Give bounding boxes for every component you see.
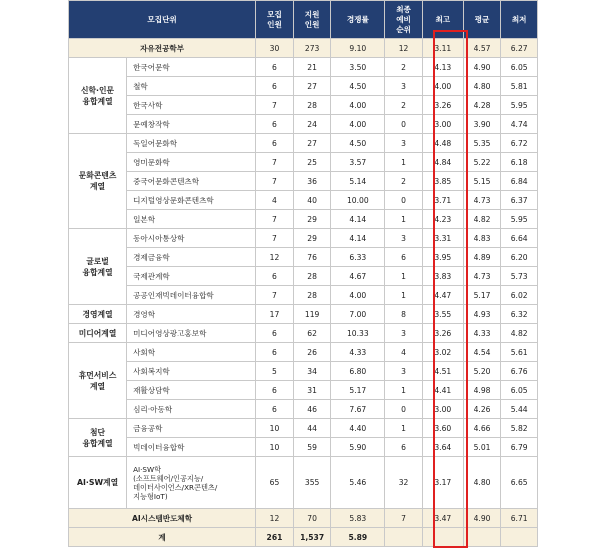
- cell-max: 3.02: [422, 343, 463, 362]
- cell-quota: 30: [256, 39, 294, 58]
- table-row: [69, 58, 538, 77]
- cell-max: 4.00: [422, 77, 463, 96]
- dept-name: 중국어문화콘텐츠학: [127, 172, 256, 191]
- cell-applicants: 59: [293, 438, 331, 457]
- group-label: 휴먼서비스 계열: [69, 343, 127, 419]
- cell-avg: 3.90: [463, 115, 501, 134]
- table-row: [69, 305, 538, 324]
- cell-avg: 4.26: [463, 400, 501, 419]
- cell-reserve: 7: [385, 509, 423, 528]
- cell-applicants: 24: [293, 115, 331, 134]
- cell-avg: 5.01: [463, 438, 501, 457]
- cell-quota: 4: [256, 191, 294, 210]
- cell-ratio: 10.33: [331, 324, 385, 343]
- cell-reserve: 8: [385, 305, 423, 324]
- cell-quota: 17: [256, 305, 294, 324]
- cell-quota: 7: [256, 96, 294, 115]
- cell-applicants: 21: [293, 58, 331, 77]
- cell-avg: 4.73: [463, 191, 501, 210]
- cell-applicants: 273: [293, 39, 331, 58]
- cell-applicants: 44: [293, 419, 331, 438]
- table-row: [69, 267, 538, 286]
- table-row: [69, 210, 538, 229]
- cell-quota: 6: [256, 134, 294, 153]
- cell-quota: 6: [256, 58, 294, 77]
- cell-quota: 6: [256, 381, 294, 400]
- cell-reserve: 1: [385, 210, 423, 229]
- cell-min: 6.32: [501, 305, 538, 324]
- cell-max: 4.48: [422, 134, 463, 153]
- cell-min: 5.95: [501, 210, 538, 229]
- cell-applicants: 29: [293, 210, 331, 229]
- cell-ratio: 4.67: [331, 267, 385, 286]
- dept-name: 문예창작학: [127, 115, 256, 134]
- admission-results-table-wrapper: [68, 0, 538, 547]
- cell-applicants: 34: [293, 362, 331, 381]
- cell-avg: 5.20: [463, 362, 501, 381]
- dept-name: AI시스템반도체학: [69, 509, 256, 528]
- cell-min: 6.20: [501, 248, 538, 267]
- cell-reserve: 0: [385, 115, 423, 134]
- cell-min: 6.18: [501, 153, 538, 172]
- cell-reserve: 3: [385, 324, 423, 343]
- cell-max: 3.55: [422, 305, 463, 324]
- cell-max: 4.51: [422, 362, 463, 381]
- cell-quota: 7: [256, 210, 294, 229]
- table-row: [69, 419, 538, 438]
- cell-reserve: 6: [385, 438, 423, 457]
- cell-applicants: 36: [293, 172, 331, 191]
- table-row: [69, 96, 538, 115]
- cell-reserve: 2: [385, 96, 423, 115]
- cell-min: 6.84: [501, 172, 538, 191]
- cell-avg: 4.80: [463, 457, 501, 509]
- total-applicants: 1,537: [293, 528, 331, 547]
- header-quota: 모집 인원: [256, 1, 294, 39]
- table-row: [69, 229, 538, 248]
- cell-max: 4.47: [422, 286, 463, 305]
- cell-reserve: 3: [385, 229, 423, 248]
- cell-max: 3.64: [422, 438, 463, 457]
- cell-quota: 6: [256, 115, 294, 134]
- total-min: [501, 528, 538, 547]
- table-row: [69, 115, 538, 134]
- cell-applicants: 28: [293, 96, 331, 115]
- cell-quota: 6: [256, 77, 294, 96]
- cell-applicants: 25: [293, 153, 331, 172]
- cell-ratio: 3.57: [331, 153, 385, 172]
- cell-reserve: 2: [385, 58, 423, 77]
- total-reserve: [385, 528, 423, 547]
- cell-avg: 4.33: [463, 324, 501, 343]
- cell-reserve: 32: [385, 457, 423, 509]
- cell-avg: 4.83: [463, 229, 501, 248]
- group-label: 문화콘텐츠 계열: [69, 134, 127, 229]
- cell-max: 4.23: [422, 210, 463, 229]
- cell-avg: 5.22: [463, 153, 501, 172]
- header-avg: 평균: [463, 1, 501, 39]
- dept-name: 철학: [127, 77, 256, 96]
- cell-max: 3.17: [422, 457, 463, 509]
- table-row: [69, 362, 538, 381]
- cell-avg: 5.35: [463, 134, 501, 153]
- cell-min: 6.65: [501, 457, 538, 509]
- cell-ratio: 7.00: [331, 305, 385, 324]
- cell-avg: 4.93: [463, 305, 501, 324]
- cell-min: 5.95: [501, 96, 538, 115]
- group-label: 신학·인문 융합계열: [69, 58, 127, 134]
- cell-avg: 4.28: [463, 96, 501, 115]
- cell-quota: 6: [256, 400, 294, 419]
- cell-applicants: 76: [293, 248, 331, 267]
- total-max: [422, 528, 463, 547]
- cell-min: 6.27: [501, 39, 538, 58]
- header-min: 최저: [501, 1, 538, 39]
- cell-min: 6.72: [501, 134, 538, 153]
- cell-quota: 10: [256, 438, 294, 457]
- cell-min: 6.05: [501, 381, 538, 400]
- table-row: [69, 172, 538, 191]
- cell-quota: 65: [256, 457, 294, 509]
- cell-ratio: 4.14: [331, 229, 385, 248]
- cell-avg: 4.89: [463, 248, 501, 267]
- cell-quota: 5: [256, 362, 294, 381]
- group-label: 경영계열: [69, 305, 127, 324]
- table-row: [69, 134, 538, 153]
- dept-name: 경영학: [127, 305, 256, 324]
- cell-max: 3.11: [422, 39, 463, 58]
- cell-min: 5.81: [501, 77, 538, 96]
- cell-max: 3.26: [422, 96, 463, 115]
- cell-ratio: 4.33: [331, 343, 385, 362]
- dept-name: 심리·아동학: [127, 400, 256, 419]
- dept-name: 금융공학: [127, 419, 256, 438]
- cell-avg: 5.17: [463, 286, 501, 305]
- cell-min: 4.82: [501, 324, 538, 343]
- cell-applicants: 28: [293, 286, 331, 305]
- total-quota: 261: [256, 528, 294, 547]
- cell-min: 4.74: [501, 115, 538, 134]
- dept-name: AI·SW학 (소프트웨어/인공지능/ 데이터사이언스/XR콘텐츠/ 지능형IoT): [127, 457, 256, 509]
- cell-ratio: 5.46: [331, 457, 385, 509]
- table-row: [69, 324, 538, 343]
- cell-max: 3.31: [422, 229, 463, 248]
- cell-max: 4.41: [422, 381, 463, 400]
- cell-quota: 6: [256, 267, 294, 286]
- cell-ratio: 6.33: [331, 248, 385, 267]
- total-row: [69, 528, 538, 547]
- cell-applicants: 119: [293, 305, 331, 324]
- cell-quota: 7: [256, 286, 294, 305]
- admission-results-table: [68, 0, 538, 547]
- cell-avg: 4.73: [463, 267, 501, 286]
- dept-name: 디지털영상문화콘텐츠학: [127, 191, 256, 210]
- cell-max: 3.95: [422, 248, 463, 267]
- cell-ratio: 5.17: [331, 381, 385, 400]
- cell-min: 6.02: [501, 286, 538, 305]
- cell-applicants: 355: [293, 457, 331, 509]
- cell-ratio: 4.00: [331, 115, 385, 134]
- cell-reserve: 3: [385, 134, 423, 153]
- cell-min: 5.82: [501, 419, 538, 438]
- table-row: [69, 153, 538, 172]
- table-row: [69, 248, 538, 267]
- cell-ratio: 3.50: [331, 58, 385, 77]
- group-label: 미디어계열: [69, 324, 127, 343]
- cell-ratio: 7.67: [331, 400, 385, 419]
- cell-avg: 4.66: [463, 419, 501, 438]
- cell-max: 3.60: [422, 419, 463, 438]
- table-row: [69, 400, 538, 419]
- table-row: [69, 191, 538, 210]
- cell-reserve: 6: [385, 248, 423, 267]
- cell-applicants: 27: [293, 77, 331, 96]
- cell-avg: 4.98: [463, 381, 501, 400]
- cell-applicants: 27: [293, 134, 331, 153]
- table-row: [69, 381, 538, 400]
- cell-quota: 7: [256, 229, 294, 248]
- cell-applicants: 29: [293, 229, 331, 248]
- cell-reserve: 1: [385, 267, 423, 286]
- header-ratio: 경쟁률: [331, 1, 385, 39]
- cell-avg: 4.82: [463, 210, 501, 229]
- cell-reserve: 12: [385, 39, 423, 58]
- cell-quota: 12: [256, 509, 294, 528]
- cell-ratio: 4.40: [331, 419, 385, 438]
- cell-reserve: 2: [385, 172, 423, 191]
- dept-name: 사회복지학: [127, 362, 256, 381]
- dept-name: 한국사학: [127, 96, 256, 115]
- cell-reserve: 1: [385, 286, 423, 305]
- cell-quota: 12: [256, 248, 294, 267]
- header-reserve: 최종 예비 순위: [385, 1, 423, 39]
- cell-reserve: 0: [385, 191, 423, 210]
- cell-max: 3.83: [422, 267, 463, 286]
- cell-min: 6.79: [501, 438, 538, 457]
- cell-applicants: 28: [293, 267, 331, 286]
- cell-avg: 4.57: [463, 39, 501, 58]
- header-unit: 모집단위: [69, 1, 256, 39]
- dept-name: 일본학: [127, 210, 256, 229]
- cell-reserve: 3: [385, 77, 423, 96]
- cell-reserve: 1: [385, 419, 423, 438]
- group-label: 글로벌 융합계열: [69, 229, 127, 305]
- cell-ratio: 4.00: [331, 286, 385, 305]
- cell-min: 6.64: [501, 229, 538, 248]
- cell-max: 3.85: [422, 172, 463, 191]
- cell-min: 6.71: [501, 509, 538, 528]
- cell-max: 4.84: [422, 153, 463, 172]
- cell-max: 3.26: [422, 324, 463, 343]
- total-ratio: 5.89: [331, 528, 385, 547]
- total-avg: [463, 528, 501, 547]
- dept-name: 국제관계학: [127, 267, 256, 286]
- cell-applicants: 31: [293, 381, 331, 400]
- cell-ratio: 4.14: [331, 210, 385, 229]
- cell-avg: 5.15: [463, 172, 501, 191]
- cell-reserve: 1: [385, 381, 423, 400]
- cell-ratio: 5.14: [331, 172, 385, 191]
- group-label: 첨단 융합계열: [69, 419, 127, 457]
- cell-applicants: 40: [293, 191, 331, 210]
- table-row: [69, 77, 538, 96]
- cell-min: 6.76: [501, 362, 538, 381]
- cell-quota: 7: [256, 172, 294, 191]
- cell-ratio: 10.00: [331, 191, 385, 210]
- cell-applicants: 62: [293, 324, 331, 343]
- cell-quota: 7: [256, 153, 294, 172]
- dept-name: 한국어문학: [127, 58, 256, 77]
- cell-min: 6.37: [501, 191, 538, 210]
- cell-applicants: 26: [293, 343, 331, 362]
- table-row: [69, 39, 538, 58]
- dept-name: 동아시아통상학: [127, 229, 256, 248]
- cell-max: 3.47: [422, 509, 463, 528]
- cell-ratio: 4.00: [331, 96, 385, 115]
- cell-max: 3.00: [422, 115, 463, 134]
- dept-name: 사회학: [127, 343, 256, 362]
- cell-reserve: 1: [385, 153, 423, 172]
- dept-name: 미디어영상광고홍보학: [127, 324, 256, 343]
- cell-avg: 4.90: [463, 58, 501, 77]
- cell-max: 3.00: [422, 400, 463, 419]
- table-row: [69, 343, 538, 362]
- dept-name: 경제금융학: [127, 248, 256, 267]
- cell-avg: 4.80: [463, 77, 501, 96]
- cell-min: 6.05: [501, 58, 538, 77]
- cell-ratio: 4.50: [331, 77, 385, 96]
- header-row: [69, 1, 538, 39]
- dept-name: 재활상담학: [127, 381, 256, 400]
- cell-ratio: 5.83: [331, 509, 385, 528]
- cell-min: 5.44: [501, 400, 538, 419]
- dept-name: 영미문화학: [127, 153, 256, 172]
- cell-reserve: 0: [385, 400, 423, 419]
- cell-min: 5.61: [501, 343, 538, 362]
- cell-applicants: 70: [293, 509, 331, 528]
- cell-ratio: 5.90: [331, 438, 385, 457]
- dept-name: 독일어문화학: [127, 134, 256, 153]
- group-label: AI·SW계열: [69, 457, 127, 509]
- cell-ratio: 6.80: [331, 362, 385, 381]
- cell-ratio: 4.50: [331, 134, 385, 153]
- table-row: [69, 286, 538, 305]
- cell-avg: 4.54: [463, 343, 501, 362]
- table-row: [69, 438, 538, 457]
- total-label: 계: [69, 528, 256, 547]
- cell-quota: 6: [256, 343, 294, 362]
- cell-max: 3.71: [422, 191, 463, 210]
- header-applicants: 지원 인원: [293, 1, 331, 39]
- cell-applicants: 46: [293, 400, 331, 419]
- cell-quota: 10: [256, 419, 294, 438]
- cell-quota: 6: [256, 324, 294, 343]
- table-row: [69, 457, 538, 509]
- cell-ratio: 9.10: [331, 39, 385, 58]
- dept-name: 빅데이터융합학: [127, 438, 256, 457]
- header-max: 최고: [422, 1, 463, 39]
- table-row: [69, 509, 538, 528]
- dept-name: 공공인재빅데이터융합학: [127, 286, 256, 305]
- cell-reserve: 3: [385, 362, 423, 381]
- cell-reserve: 4: [385, 343, 423, 362]
- cell-min: 5.73: [501, 267, 538, 286]
- dept-name: 자유전공학부: [69, 39, 256, 58]
- cell-max: 4.13: [422, 58, 463, 77]
- cell-avg: 4.90: [463, 509, 501, 528]
